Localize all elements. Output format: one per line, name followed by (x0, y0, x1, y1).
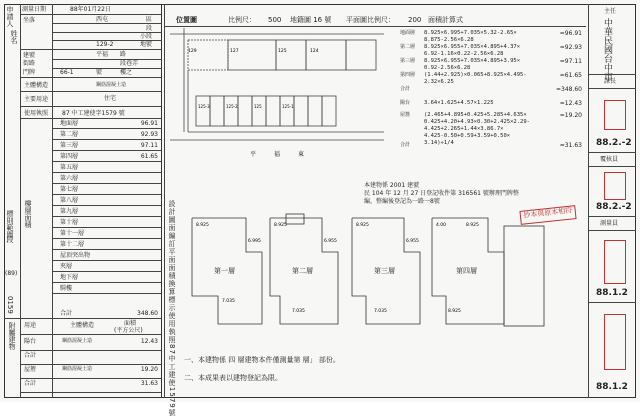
total-area: 348.60 (137, 310, 158, 317)
svg-text:6.995: 6.995 (248, 239, 261, 244)
svg-text:7.035: 7.035 (292, 309, 305, 314)
total-label: 合計 (60, 310, 73, 317)
survey-date-label: 測量日期 (22, 6, 47, 13)
calc-label: 第四層 (400, 72, 416, 78)
calc-formula: (1.44+2.925)×0.065+8.925×4.495- 2.32×6.25 (424, 72, 527, 85)
road-suffix: 路 (120, 51, 127, 58)
extra-row-label: 夾層 (60, 263, 73, 270)
floor-plans (188, 212, 598, 344)
svg-text:127: 127 (230, 49, 239, 54)
annex-use: 合計 (24, 380, 37, 387)
location-district: 西屯 (96, 16, 109, 23)
lot-no: 129-2 (96, 41, 114, 48)
calc-label: 合計 (400, 142, 411, 148)
svg-text:125-1: 125-1 (282, 104, 294, 109)
svg-text:6.955: 6.955 (324, 239, 337, 244)
svg-text:125: 125 (278, 49, 287, 54)
usage-label: 主要用途 (24, 96, 49, 103)
calc-value: =92.93 (559, 44, 582, 51)
usage-value: 住宅 (104, 95, 117, 102)
annex-area: 19.20 (140, 366, 158, 373)
calc-label: 屋簷 (400, 112, 411, 118)
calc-label: 合計 (400, 86, 411, 92)
date-3: 88.1.2 (596, 288, 628, 298)
svg-text:124: 124 (310, 49, 319, 54)
street-name: 平福 (96, 51, 109, 58)
surveyor-label: 測量員 (600, 220, 619, 227)
floor-area: 96.91 (140, 120, 158, 127)
calc-value: =31.63 (559, 142, 582, 149)
calc-label: 第二層 (400, 44, 416, 50)
license-label: 使用執照 (24, 110, 49, 117)
calc-formula: 8.925×6.955+7.035×4.895+3.95× 0.92-2.56×6.28 (424, 58, 521, 71)
svg-text:129: 129 (188, 49, 197, 54)
annex-col-struct: 主體構造 (70, 322, 95, 329)
applicant-label: 申請人 (6, 6, 14, 27)
svg-text:8.925: 8.925 (466, 223, 479, 228)
license-value: 87 中工建使字1579 號 (62, 110, 125, 117)
side-no-label: (89) (5, 270, 18, 277)
calc-label: 第三層 (400, 58, 416, 64)
floor-area: 92.93 (140, 131, 158, 138)
signature-stamp-4 (604, 314, 626, 370)
calc-formula: 8.925×6.995+7.035×5.32-2.65× 8.875-2.56×6.28 (424, 30, 517, 43)
floor-plan-label: 第四層 (456, 267, 477, 275)
signature-stamp-1 (604, 100, 626, 130)
name-label: 姓名 (10, 30, 18, 44)
attached-label: 附屬建物 (8, 322, 16, 350)
annex-area: 12.43 (140, 338, 158, 345)
location-label: 坐落 (23, 17, 36, 24)
map-sheet: 地籍圖 16 號 (290, 16, 332, 24)
svg-text:125-2: 125-2 (226, 104, 238, 109)
calc-label: 地面層 (400, 30, 416, 36)
street-label: 街路 (23, 60, 36, 67)
svg-text:4.00: 4.00 (436, 223, 447, 228)
floor-label: 地面層 (60, 120, 79, 127)
side-sect: 段 (6, 236, 14, 243)
area-calc-label: 面積計算式 (428, 16, 463, 24)
calc-value: =19.20 (559, 112, 582, 119)
calc-value: =96.91 (559, 30, 582, 37)
extra-row-label: 屋頂突出物 (60, 252, 91, 259)
floor-label: 第十二層 (60, 241, 85, 248)
annex-use: 合計 (24, 352, 37, 359)
note-1: 一、本建物係 四 層建物本件僅測量第 層」 部份。 (184, 356, 340, 364)
extra-row-label: 地下層 (60, 274, 79, 281)
main-structure-value: 鋼筋混凝土造 (96, 82, 127, 88)
annex-use: 陽台 (24, 338, 37, 345)
floor-label: 第五層 (60, 164, 79, 171)
scale-label: 比例尺： (228, 16, 256, 24)
floor-label: 第八層 (60, 197, 79, 204)
note-date: 民 104 年 12 月 27 日登記收件第 316561 號辦理門牌整 (364, 190, 519, 197)
annex-use: 屋簷 (24, 366, 37, 373)
calc-label: 陽台 (400, 100, 411, 106)
svg-text:8.925: 8.925 (448, 309, 461, 314)
calc-value: =348.60 (555, 86, 582, 93)
scale-value: 500 (268, 16, 282, 24)
side-bldg-no: 0159 (6, 296, 14, 314)
door-no: 66-1 (60, 69, 74, 76)
floor-label: 第二層 (60, 131, 79, 138)
door-no-label: 門牌 (23, 69, 36, 76)
annex-struct: 鋼筋混凝土造 (62, 366, 93, 372)
floor-text: 樓之 (120, 69, 133, 76)
floor-label: 第九層 (60, 208, 79, 215)
note-2: 二、本成果表以建物登記為限。 (184, 374, 282, 382)
annex-col-area-unit: (平方公尺) (114, 327, 143, 334)
signature-stamp-2 (604, 172, 626, 200)
calc-formula: 8.925×6.955+7.035×4.895+4.37× 6.92-1.16×0.22-2.56×6.28 (424, 44, 521, 57)
calc-formula: 3.64×1.625+4.57×1.225 (424, 100, 494, 106)
svg-text:8.925: 8.925 (274, 223, 287, 228)
floor-label: 第四層 (60, 153, 79, 160)
floor-label: 第七層 (60, 186, 79, 193)
subsection-suffix: 小段 (140, 33, 153, 40)
calc-formula: (2.465+4.895+0.425+5.285+4.635× 0.425+4.20+4.93×0.30+2.425×2.29- 4.425+2.265+1.44×3.86.7× 4.425-0.50+0.59+3.59+0.50× 3.14)÷1/4 (424, 112, 530, 146)
annex-area: 31.63 (140, 380, 158, 387)
annex-struct: 鋼筋混凝土造 (62, 338, 93, 344)
calc-value: =12.43 (559, 100, 582, 107)
annex-col-use: 用途 (24, 322, 37, 329)
plan-scale-label: 平面圖比例尺： (346, 16, 395, 24)
note-wording: 編，整編後登記為一路一8號 (364, 198, 440, 205)
calc-value: =97.11 (559, 58, 582, 65)
floor-label: 第六層 (60, 175, 79, 182)
dept-head-label: 課長 (604, 78, 617, 85)
floor-label: 第十一層 (60, 230, 85, 237)
floor-area: 97.11 (140, 142, 158, 149)
verifier-label: 覆核員 (600, 156, 619, 163)
svg-text:6.955: 6.955 (406, 239, 419, 244)
stamp-text: 抄本與原本相符 (523, 206, 573, 220)
svg-text:8.925: 8.925 (356, 223, 369, 228)
annex-col-area: 面積 (124, 320, 137, 327)
calc-value: =61.65 (559, 72, 582, 79)
date-4: 88.1.2 (596, 382, 628, 392)
district-suffix: 區 (146, 16, 153, 23)
survey-date: 88年01月22日 (70, 6, 111, 13)
note-top: 本建物係 2001 建號 (364, 182, 420, 189)
floor-suffix: 號 (96, 69, 103, 76)
svg-text:125: 125 (254, 104, 262, 109)
floor-range-label: 標則範圍 (6, 210, 14, 238)
date-1: 88.2.-2 (596, 138, 632, 148)
floor-plan-label: 第三層 (374, 267, 395, 275)
floor-plan-label: 第二層 (292, 267, 313, 275)
location-map (170, 28, 384, 178)
location-title: 位置圖 (176, 16, 197, 24)
floor-plan-label: 第一層 (214, 267, 235, 275)
floor-area-label: 樓層面積 (24, 200, 32, 228)
svg-text:7.035: 7.035 (374, 309, 387, 314)
lane-suffix: 段巷弄 (120, 60, 139, 67)
floor-label: 第十層 (60, 219, 79, 226)
extra-row-label: 騎樓 (60, 285, 73, 292)
lot-suffix: 地號 (140, 41, 153, 48)
building-no-label: 建號 (23, 52, 36, 59)
svg-text:8.925: 8.925 (196, 223, 209, 228)
section-suffix: 段 (146, 25, 153, 32)
main-structure-label: 主體構造 (24, 82, 49, 89)
svg-text:7.035: 7.035 (222, 299, 235, 304)
svg-text:125-3: 125-3 (198, 104, 210, 109)
date-2: 88.2.-2 (596, 202, 632, 212)
road-label: 平福東 (250, 151, 323, 158)
plan-scale-value: 200 (408, 16, 422, 24)
section-head-label: 主任 (604, 8, 617, 15)
agency-name: 中華民國台中市 (602, 18, 612, 81)
floor-area: 61.65 (140, 153, 158, 160)
floor-label: 第三層 (60, 142, 79, 149)
design-note: 設計圖面編訂平面面積換算標示使用執照87中工建使1579號 (168, 200, 176, 417)
signature-stamp-3 (604, 240, 626, 284)
